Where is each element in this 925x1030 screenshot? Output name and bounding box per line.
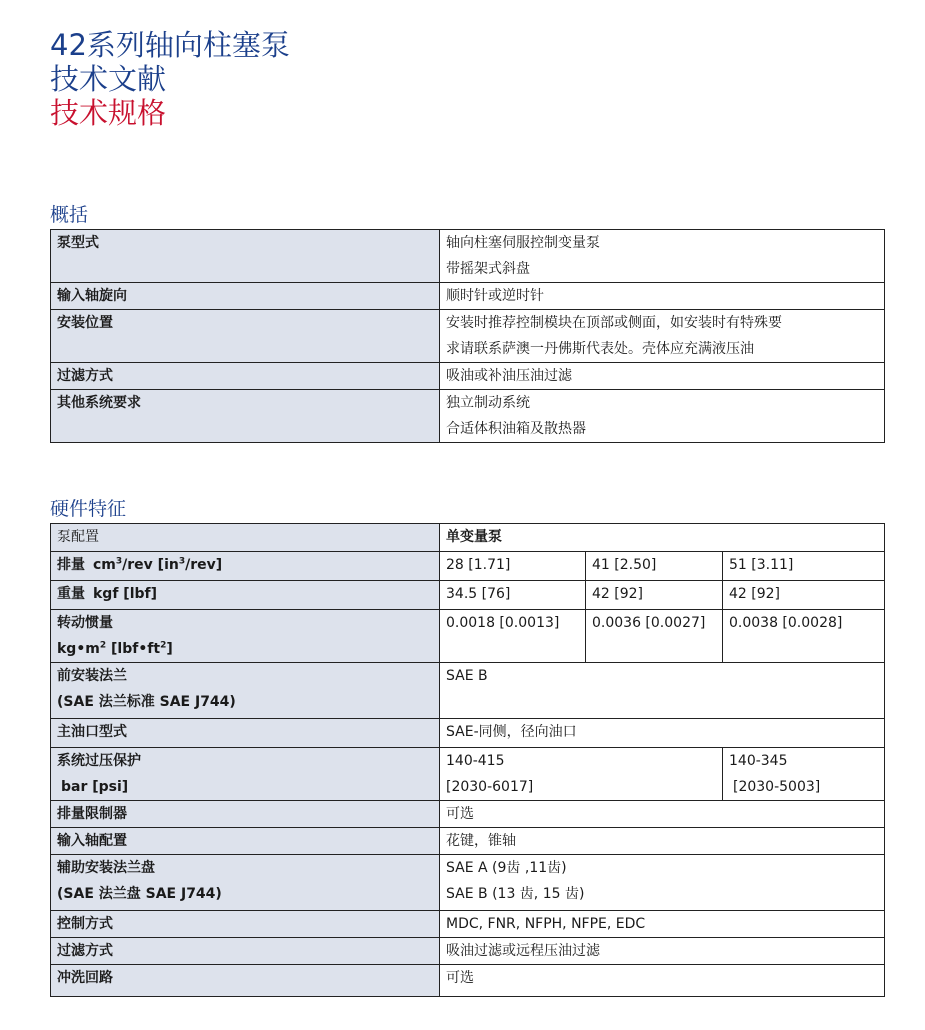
table-row <box>51 663 885 719</box>
table-row <box>51 390 885 443</box>
table-row <box>51 310 885 363</box>
row-value: 可选 <box>440 965 885 997</box>
table-row <box>51 748 885 801</box>
row-label: 输入轴配置 <box>51 828 440 855</box>
cell-value: 0.0036 [0.0027] <box>586 610 723 663</box>
row-value: 吸油过滤或远程压油过滤 <box>440 938 885 965</box>
cell-value: 51 [3.11] <box>723 552 885 581</box>
section-title: 技术规格 <box>50 96 167 130</box>
table-row <box>51 828 885 855</box>
row-value: 吸油或补油压油过滤 <box>440 363 885 390</box>
row-label: 泵配置 <box>51 524 440 552</box>
unit-label: kgf [lbf] <box>93 586 158 602</box>
cell-value: 28 [1.71] <box>440 552 586 581</box>
row-label: 主油口型式 <box>51 719 440 748</box>
table-row <box>51 719 885 748</box>
row-value: MDC, FNR, NFPH, NFPE, EDC <box>440 911 885 938</box>
table-row <box>51 855 885 911</box>
row-value: 安装时推荐控制模块在顶部或侧面，如安装时有特殊要 求请联系萨澳一丹佛斯代表处。壳体应充满液压油 <box>440 310 885 363</box>
row-label: 系统过压保护 bar [psi] <box>51 748 440 801</box>
row-label: 其他系统要求 <box>51 390 440 443</box>
row-label: 转动惯量 $kg•m^2$ $[lbf•ft^2]$ <box>51 610 440 663</box>
hardware-heading: 硬件特征 <box>50 498 127 520</box>
cell-value: 41 [2.50] <box>586 552 723 581</box>
row-value: 单变量泵 <box>440 524 885 552</box>
table-row <box>51 801 885 828</box>
unit-label: $cm^3$/rev $[in^3/rev]$ <box>93 556 223 573</box>
table-row <box>51 230 885 283</box>
table-row <box>51 524 885 552</box>
cell-value: 42 [92] <box>586 581 723 610</box>
table-row <box>51 938 885 965</box>
row-label: 排量 $cm^3$/rev $[in^3/rev]$ <box>51 552 440 581</box>
table-row <box>51 965 885 997</box>
document-type-title: 技术文献 <box>50 62 167 96</box>
row-label: 冲洗回路 <box>51 965 440 997</box>
title-block <box>50 28 290 130</box>
row-value: SAE A (9齿 ,11齿) SAE B (13 齿, 15 齿) <box>440 855 885 911</box>
row-value: SAE-同侧，径向油口 <box>440 719 885 748</box>
row-label: 前安装法兰 (SAE 法兰标准 SAE J744) <box>51 663 440 719</box>
row-label: 泵型式 <box>51 230 440 283</box>
row-label: 重量 kgf [lbf] <box>51 581 440 610</box>
table-row <box>51 283 885 310</box>
cell-value: 0.0038 [0.0028] <box>723 610 885 663</box>
row-label: 排量限制器 <box>51 801 440 828</box>
table-row <box>51 911 885 938</box>
row-value: 可选 <box>440 801 885 828</box>
row-value: 独立制动系统 合适体积油箱及散热器 <box>440 390 885 443</box>
cell-value: 0.0018 [0.0013] <box>440 610 586 663</box>
row-label: 过滤方式 <box>51 363 440 390</box>
table-row <box>51 552 885 581</box>
row-value: 轴向柱塞伺服控制变量泵 带摇架式斜盘 <box>440 230 885 283</box>
row-label: 辅助安装法兰盘 (SAE 法兰盘 SAE J744) <box>51 855 440 911</box>
cell-value: 140-345 [2030-5003] <box>723 748 885 801</box>
hardware-table <box>50 523 885 997</box>
table-row <box>51 610 885 663</box>
overview-heading: 概括 <box>50 204 89 226</box>
row-label: 安装位置 <box>51 310 440 363</box>
cell-value: 140-415 [2030-6017] <box>440 748 723 801</box>
table-row <box>51 363 885 390</box>
cell-value: 34.5 [76] <box>440 581 586 610</box>
unit-label: $kg•m^2$ $[lbf•ft^2]$ <box>57 640 173 657</box>
row-value: 花键，锥轴 <box>440 828 885 855</box>
table-row <box>51 581 885 610</box>
overview-table <box>50 229 885 443</box>
product-title: 42系列轴向柱塞泵 <box>50 28 290 62</box>
row-label: 过滤方式 <box>51 938 440 965</box>
row-value: 顺时针或逆时针 <box>440 283 885 310</box>
row-label: 控制方式 <box>51 911 440 938</box>
row-value: SAE B <box>440 663 885 719</box>
row-label: 输入轴旋向 <box>51 283 440 310</box>
cell-value: 42 [92] <box>723 581 885 610</box>
